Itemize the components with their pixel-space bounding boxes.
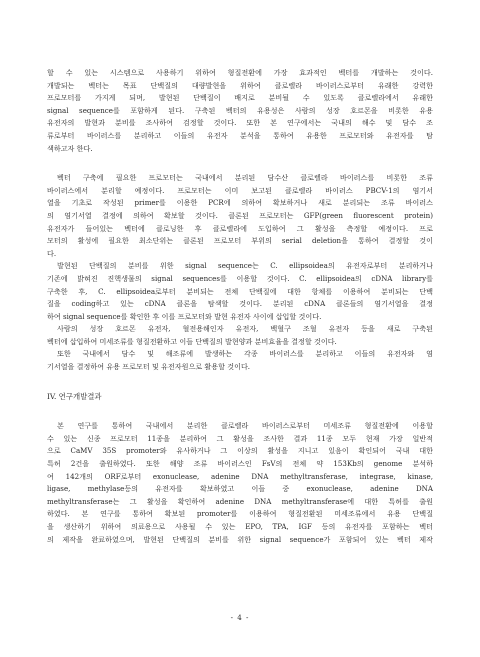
text-line: 기서열을 결정하여 유용 프로모터 및 유전자원으로 활용할 것이다. [47,362,251,372]
text-line: 을 생산하기 위하여 의료용으로 사용될 수 있는 EPO, TPA, IGF 등의 유전자를 포함하는 벡터 [47,522,433,531]
paragraph-5 [47,348,433,373]
text-line: 기존에 밝혀진 진핵생물의 signal sequences를 이용할 것이다. C. ellipsoidea의 cDNA library를 [47,273,433,283]
text-line: ligase, methylase등의 유전자를 확보하였고 이들 중 exonuclease, adenine DNA [47,484,433,494]
text-line: 특허 2건을 출원하였다. 또한 해양 조류 바이러스인 FsV의 전체 약 153Kb의 genome 분석하 [47,459,433,469]
document-body [47,67,433,546]
text-line: 의 염기서열 결정에 의하여 확보할 것이다. 클론된 프로모터는 GFP(green fluorescent protein) [47,210,433,220]
page-number: - 4 - [230,613,250,622]
text-line: signal sequence를 포함하게 된다. 구축된 벡터의 유용성은 사람의 성장 호르몬을 비롯한 유용 [47,105,433,115]
text-line: 유전자의 발현과 분비를 조사하여 검정할 것이다. 또한 본 연구에서는 국내의 해수 및 담수 조 [47,118,433,128]
text-line: 질을 coding하고 있는 cDNA 클론을 탐색할 것이다. 분리된 cDNA 클론들의 염기서열을 결정 [47,299,433,309]
text-line: 발현된 단백질의 분비를 위한 signal sequence는 C. ellipsoidea의 유전자로부터 분리하거나 [57,261,433,271]
paragraph-6 [47,420,433,546]
text-line: 하여 signal sequence를 확인한 후 이를 프로모터와 발현 유전자 사이에 삽입할 것이다. [47,311,322,321]
paragraph-4 [47,323,433,348]
text-line: 열을 기초로 작성된 primer를 이용한 PCR에 의하여 확보하거나 새로 분리되는 조류 바이러스 [47,198,433,208]
text-line: 여 142개의 ORF로부터 exonuclease, adenine DNA methyltransferase, integrase, kinase, [47,471,433,481]
text-line: 수 있는 신종 프로모터 11종을 분리하여 그 활성을 조사한 결과 11종 모두 현재 가장 일반적 [47,433,433,443]
text-line: 개발되는 벡터는 목표 단백질의 대량발현을 위하여 클로렐라 바이러스로부터 유래한 강력한 [47,80,433,90]
text-line: 의 제작을 완료하였으며, 발현된 단백질의 분비를 위한 signal sequence가 포함되어 있는 벡터 제작 [47,534,433,544]
section-heading: IV. 연구개발결과 [47,391,102,401]
text-line: 사람의 성장 호르몬 유전자, 혈전용해인자 유전자, 백혈구 조혈 유전자 등을 새로 구축된 [57,324,433,334]
text-line: 할 수 있는 시스템으로 사용하기 위하여 형질전환에 가장 효과적인 벡터를 개발하는 것이다. [47,68,433,77]
text-line: 류로부터 바이러스를 분리하고 이들의 유전자 분석을 통하여 유용한 프로모터와 유전자를 탐 [47,130,433,140]
text-line: 프로모터를 가지게 되며, 발현된 단백질이 배지로 분비될 수 있도록 클로렐라에서 유래한 [47,93,433,103]
text-line: 본 연구를 통하여 국내에서 분리한 클로렐라 바이러스로부터 미세조류 형질전환에 이용할 [57,421,433,431]
text-line: 하였다. 본 연구를 통하여 확보된 promoter를 이용하여 형질전환된 미세조류에서 유용 단백질 [47,509,433,519]
text-line: 으로 CaMV 35S promoter와 유사하거나 그 이상의 활성을 지니고 있음이 확인되어 국내 대한 [47,446,433,456]
text-line: 다. [47,248,57,258]
text-line: methyltransferase는 그 활성을 확인하여 adenine DNA methyltransferase에 대한 특허를 출원 [47,496,433,506]
text-line: 또한 국내에서 담수 및 해조류에 발생하는 각종 바이러스를 분리하고 이들의 유전자와 염 [57,349,433,359]
text-line: 유전자가 들어있는 벡터에 클로닝한 후 클로렐라에 도입하여 그 활성을 측정할 예정이다. 프로 [47,223,433,233]
paragraph-3 [47,260,433,323]
paragraph-2 [47,172,433,260]
text-line: 벡터에 삽입하여 미세조류를 형질전환하고 이들 단백질의 발현양과 분비효율을 결정할 것이다. [47,336,337,346]
text-line: 바이러스에서 분리할 예정이다. 프로모터는 이미 보고된 클로렐라 바이러스 PBCV-1의 염기서 [47,185,433,195]
paragraph-1 [47,67,433,155]
text-line: 구축한 후, C. ellipsoidea로부터 분비되는 전체 단백질에 대한 항체를 이용하여 분비되는 단백 [47,286,433,296]
text-line: 모터의 활성에 필요한 최소단위는 클론된 프로모터 부위의 serial deletion을 통하여 결정할 것이 [47,236,433,246]
text-line: 색하고자 한다. [47,143,93,153]
text-line: 벡터 구축에 필요한 프로모터는 국내에서 분리된 담수산 클로렐라 바이러스를 비롯한 조류 [57,173,433,183]
